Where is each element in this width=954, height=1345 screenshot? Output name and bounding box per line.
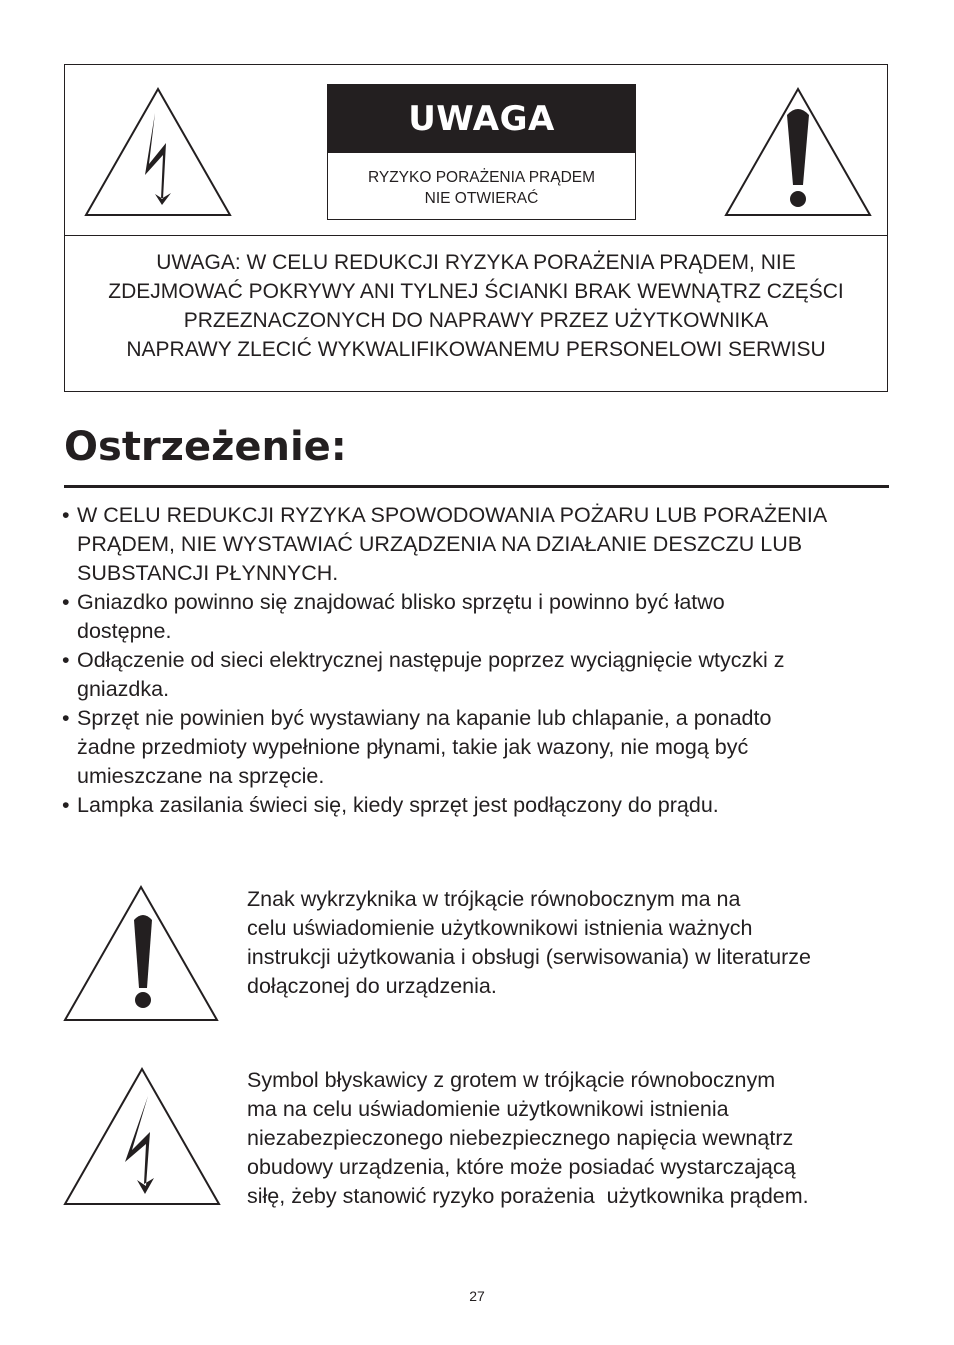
description-line: instrukcji użytkowania i obsługi (serwisowania) w literaturze xyxy=(247,945,811,969)
caution-text-line: PRZEZNACZONYCH DO NAPRAWY PRZEZ UŻYTKOWNIKA xyxy=(183,309,769,332)
description-line: niezabezpieczonego niebezpiecznego napięcia wewnątrz xyxy=(247,1126,794,1150)
description-line: celu uświadomienie użytkownikowi istnienia ważnych xyxy=(247,916,753,940)
caution-box xyxy=(64,64,888,392)
list-item xyxy=(62,704,892,791)
bullet-mark: • xyxy=(62,590,70,614)
caution-box-text xyxy=(65,248,887,364)
bullet-mark: • xyxy=(62,706,70,730)
list-item-line: dostępne. xyxy=(77,619,172,643)
description-line: Symbol błyskawicy z grotem w trójkącie równobocznym xyxy=(247,1068,776,1092)
exclamation-symbol-description xyxy=(247,885,897,1001)
list-item-line: Odłączenie od sieci elektrycznej następuje poprzez wyciągnięcie wtyczki z xyxy=(77,648,785,672)
lightning-triangle-icon xyxy=(83,85,233,219)
list-item-line: Lampka zasilania świeci się, kiedy sprzęt jest podłączony do prądu. xyxy=(77,793,719,817)
warning-list xyxy=(62,501,892,820)
list-item-line: Gniazdko powinno się znajdować blisko sprzętu i powinno być łatwo xyxy=(77,590,725,614)
exclamation-triangle-icon xyxy=(62,884,220,1024)
description-line: ma na celu uświadomienie użytkownikowi istnienia xyxy=(247,1097,729,1121)
description-line: obudowy urządzenia, które może posiadać wystarczającą xyxy=(247,1155,796,1179)
caution-label-line-2: NIE OTWIERAĆ xyxy=(424,190,539,207)
caution-text-line: UWAGA: W CELU REDUKCJI RYZYKA PORAŻENIA PRĄDEM, NIE xyxy=(156,251,796,274)
caution-label-title: UWAGA xyxy=(328,85,635,153)
caution-label xyxy=(327,84,636,220)
caution-text-line: NAPRAWY ZLECIĆ WYKWALIFIKOWANEMU PERSONELOWI SERWISU xyxy=(126,338,826,361)
list-item-line: PRĄDEM, NIE WYSTAWIAĆ URZĄDZENIA NA DZIAŁANIE DESZCZU LUB xyxy=(77,532,803,556)
description-line: dołączonej do urządzenia. xyxy=(247,974,497,998)
caution-label-line-1: RYZYKO PORAŻENIA PRĄDEM xyxy=(367,169,596,186)
list-item-line: Sprzęt nie powinien być wystawiany na kapanie lub chlapanie, a ponadto xyxy=(77,706,772,730)
lightning-triangle-icon xyxy=(62,1066,222,1208)
list-item-line: SUBSTANCJI PŁYNNYCH. xyxy=(77,561,339,585)
page-number: 27 xyxy=(469,1288,485,1304)
bullet-mark: • xyxy=(62,793,70,817)
bullet-mark: • xyxy=(62,503,70,527)
list-item-line: W CELU REDUKCJI RYZYKA SPOWODOWANIA POŻARU LUB PORAŻENIA xyxy=(77,503,828,527)
list-item-line: umieszczane na sprzęcie. xyxy=(77,764,325,788)
list-item xyxy=(62,588,892,646)
section-heading: Ostrzeżenie: xyxy=(64,424,347,470)
caution-text-line: ZDEJMOWAĆ POKRYWY ANI TYLNEJ ŚCIANKI BRAK WEWNĄTRZ CZĘŚCI xyxy=(108,280,844,303)
list-item xyxy=(62,501,892,588)
description-line: siłę, żeby stanowić ryzyko porażenia użytkownika prądem. xyxy=(247,1184,809,1208)
list-item xyxy=(62,646,892,704)
list-item-line: żadne przedmioty wypełnione płynami, takie jak wazony, nie mogą być xyxy=(77,735,749,759)
caution-box-divider xyxy=(65,235,887,236)
list-item xyxy=(62,791,892,820)
heading-rule xyxy=(64,485,889,488)
exclamation-triangle-icon xyxy=(723,85,873,219)
list-item-line: gniazdka. xyxy=(77,677,170,701)
description-line: Znak wykrzyknika w trójkącie równobocznym ma na xyxy=(247,887,741,911)
bullet-mark: • xyxy=(62,648,70,672)
lightning-symbol-description xyxy=(247,1066,897,1211)
caution-label-subtitle xyxy=(328,153,635,209)
